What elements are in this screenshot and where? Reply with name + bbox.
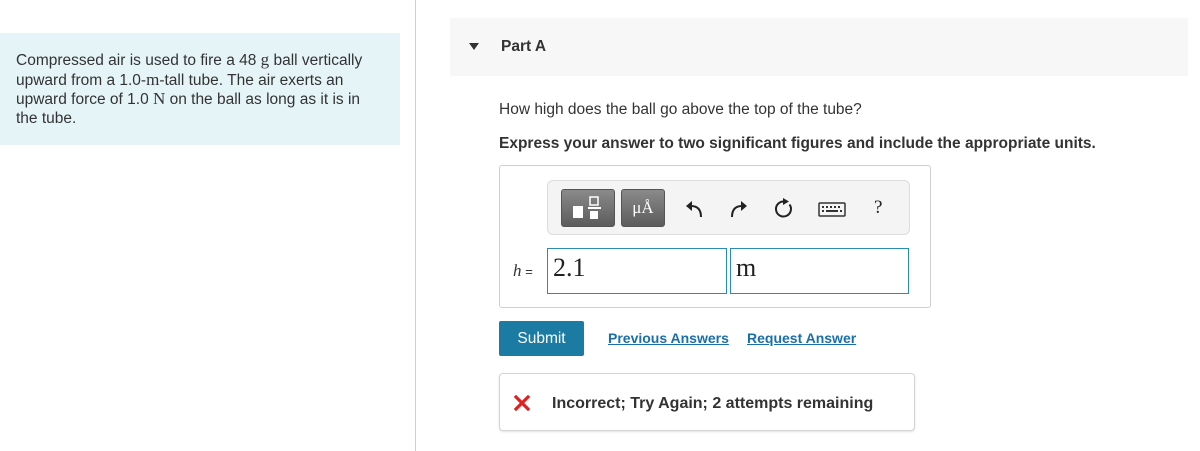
problem-text-2: ball vertically upward from a 1.0- xyxy=(16,52,363,89)
equals-sign: = xyxy=(525,264,533,279)
templates-icon xyxy=(562,190,614,226)
reset-icon[interactable] xyxy=(773,198,795,220)
answer-box xyxy=(499,165,931,308)
submit-button[interactable]: Submit xyxy=(499,321,584,356)
question-text: How high does the ball go above the top of the tube? xyxy=(499,101,862,118)
answer-variable: h xyxy=(513,261,522,280)
units-icon: μÅ xyxy=(632,198,654,217)
help-icon[interactable]: ? xyxy=(874,197,883,218)
value-input[interactable]: 2.1 xyxy=(547,248,727,294)
column-divider xyxy=(415,0,416,451)
previous-answers-link[interactable]: Previous Answers xyxy=(608,330,729,346)
feedback-message xyxy=(499,373,915,431)
part-header[interactable] xyxy=(450,18,1188,76)
units-button[interactable] xyxy=(621,189,665,227)
keyboard-icon[interactable] xyxy=(818,198,846,220)
incorrect-x-icon xyxy=(514,395,530,411)
math-toolbar xyxy=(547,180,910,235)
request-answer-link[interactable]: Request Answer xyxy=(747,330,857,346)
problem-text-3: -tall tube. The air exerts an upward force of 1.0 xyxy=(16,71,344,108)
unit-grams: g xyxy=(260,50,270,69)
unit-meters: m xyxy=(146,69,160,89)
collapse-caret-icon[interactable] xyxy=(469,43,479,50)
instruction-text: Express your answer to two significant figures and include the appropriate units. xyxy=(499,135,1096,152)
redo-icon[interactable] xyxy=(728,198,750,220)
undo-icon[interactable] xyxy=(683,198,705,220)
templates-button[interactable] xyxy=(561,189,615,227)
unit-input[interactable]: m xyxy=(730,248,909,294)
problem-text-1: Compressed air is used to fire a 48 xyxy=(16,52,261,69)
feedback-text: Incorrect; Try Again; 2 attempts remaining xyxy=(552,395,874,412)
problem-text-4: on the ball as long as it is in the tube. xyxy=(16,91,361,127)
unit-newtons: N xyxy=(153,89,166,108)
part-title: Part A xyxy=(501,38,547,55)
problem-statement xyxy=(0,33,400,145)
answer-variable-label xyxy=(513,261,533,281)
